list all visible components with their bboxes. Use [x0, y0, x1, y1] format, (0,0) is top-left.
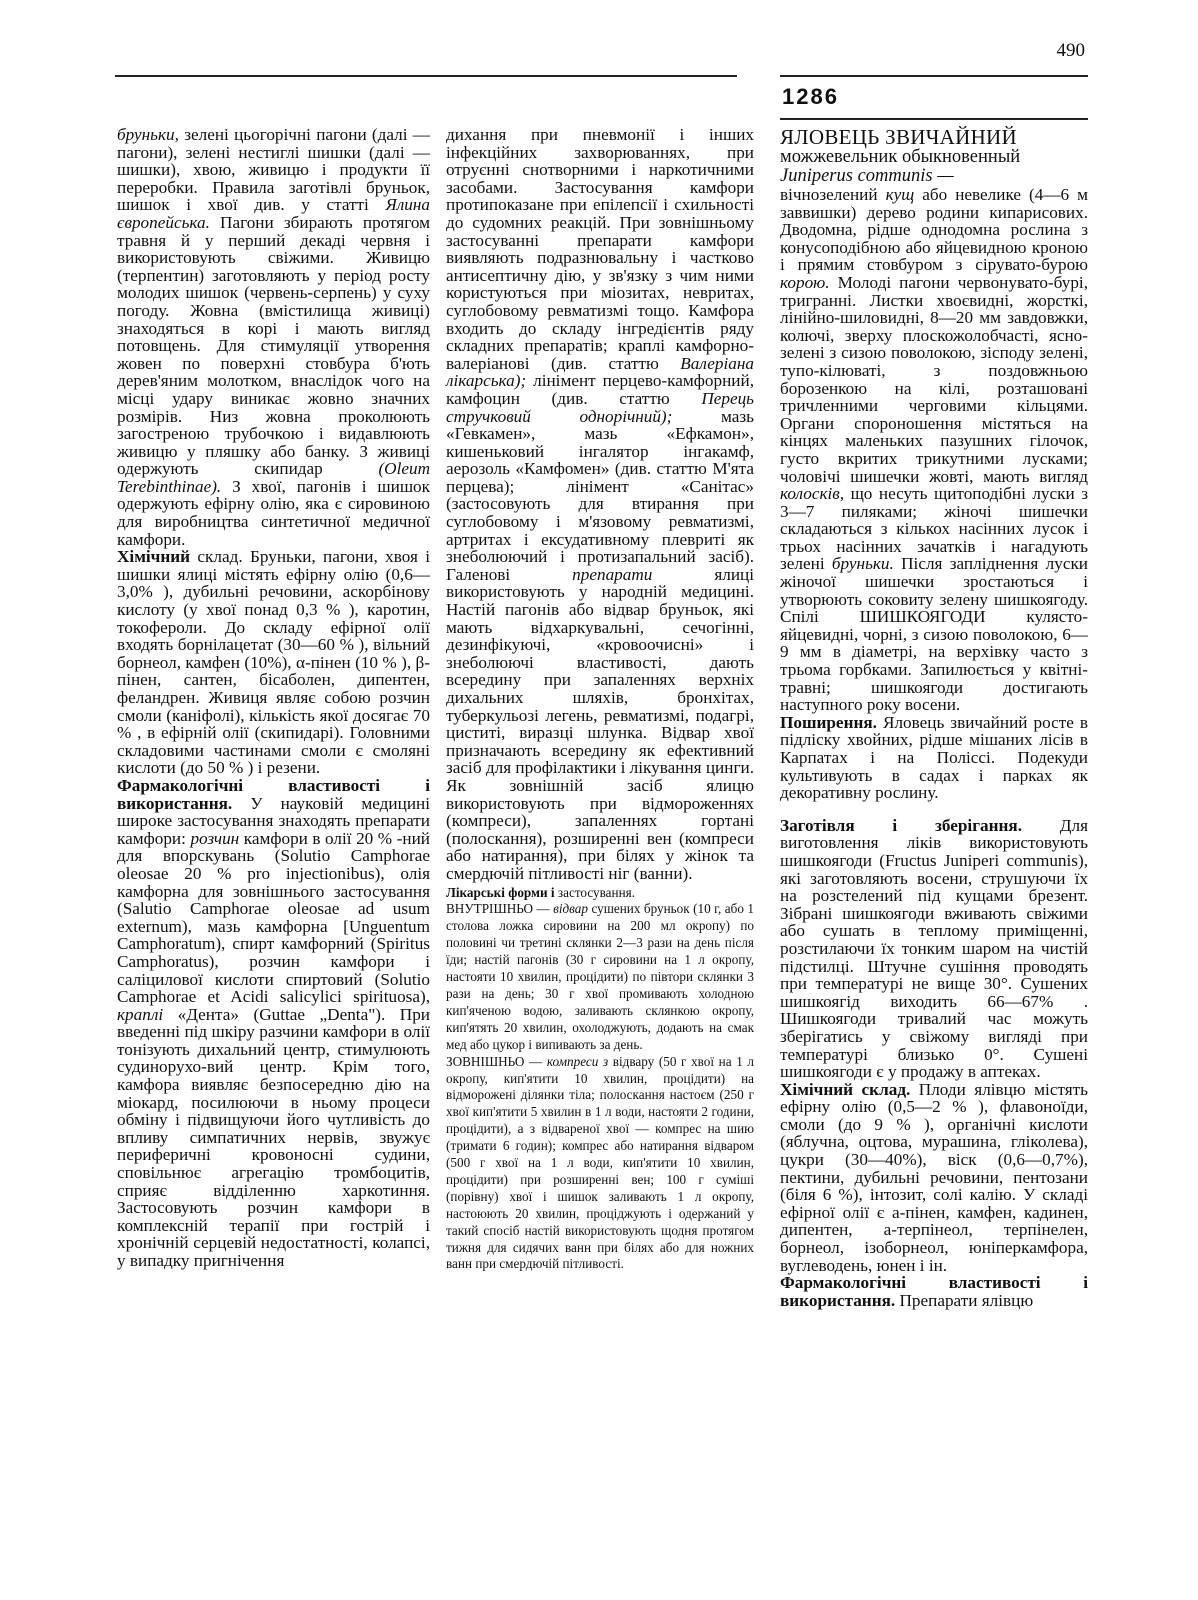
- section-heading: Лікарські форми і: [446, 884, 555, 900]
- paragraph: [117, 777, 430, 1270]
- column-3: [780, 126, 1088, 1309]
- paragraph: [446, 1054, 754, 1274]
- paragraph: [446, 126, 754, 883]
- text-italic: препарати: [572, 564, 653, 584]
- text: або невелике (4—6 м заввишки) дерево родини кипарисових. Дводомна, рідше однодомна рослина з конусоподібною або яйцевидною кроною і прямим стовбуром з сірувато-бурою: [780, 185, 1088, 275]
- text: відвару (50 г хвої на 1 л окропу, кип'ятити 10 хвилин, процідити) на відморожені ділянки тіла; полоскання настоєм (250 г хвої кип'ятити 5 хвилин в 1 л води, настояти 2 години, процідити), а з відвареної хвої — компрес на шию (тримати 6 годин); компрес або натирання відваром (500 г хвої на 1 л води, кип'ятити 10 хвилин, процідити) при розширенні вен; 100 г суміші (порівну) хвої і шишок заливають 1 л окропу, настоюють 20 хвилин, проціджують і одержаний у такий спосіб настій використовують щодня протягом тижня для сидячих ванн при білях або для ножних ванн при смердючій пітливості.: [446, 1053, 754, 1272]
- text: мазь «Гевкамен», мазь «Ефкамон», кишеньковий інгалятор інгакамф, аерозоль «Камфомен» (див. статтю М'ята перцева); лінімент «Санітас» (застосовують для втирання при суглобовому і м'язовому ревматизмі, артритах і ексудативному плевриті як знеболюючий і протизапальний засіб). Галенові: [446, 406, 755, 584]
- text: вічнозелений: [780, 185, 886, 204]
- text: У науковій медицині широке застосування знаходять препарати камфори:: [117, 793, 430, 848]
- paragraph: [780, 186, 1088, 714]
- section-heading: Заготівля і зберігання.: [780, 815, 1022, 835]
- paragraph: [780, 1081, 1088, 1275]
- paragraph: [446, 901, 754, 1053]
- text: Препарати ялівцю: [895, 1290, 1034, 1310]
- paragraph: [117, 126, 430, 548]
- text: лінімент перцево-камфорний, камфоцин (див. статтю: [446, 371, 754, 408]
- text: ялиці використовують у народній медицині. Настій пагонів або відвар бруньок, які мають відхаркувальні, сечогінні, дезинфікуючі, «кровоочисні» і знеболюючі властивості, дають всередину при запаленнях верхніх дихальних шляхів, бронхітах, туберкульозі легень, ревматизмі, подагрі, циститі, виразці шлунка. Відвар хвої призначають всередину як ефективний засіб для профілактики і лікування цинги. Як зовнішній засіб ялицю використовують при відмороженнях (компреси), запаленнях гортані (полоскання), розширенні вен (компреси або натирання), при білях у жінок та смердючій пітливості ніг (ванни).: [446, 564, 754, 883]
- paragraph: [780, 1274, 1088, 1309]
- text-italic: краплі: [117, 1004, 164, 1024]
- section-heading: Хімічний склад.: [780, 1079, 911, 1099]
- text: склад. Бруньки, пагони, хвоя і шишки ялиці містять ефірну олію (0,6—3,0% ), дубильні речовини, аскорбінову кислоту (у хвої понад 0,3 % ), каротин, токофероли. До складу ефірної олії входять борнілацетат (30—60 % ), вільний борнеол, камфен (10%), α-пінен (10 % ), β-пінен, сантен, бісаболен, дипентен, феландрен. Живиця являє собою розчин смоли (каніфолі), кількість якої досягає 70 % , в ефірній олії (скипидарі). Головними складовими частинами смоли є смоляні кислоти (до 50 % ) і резени.: [117, 547, 430, 778]
- paragraph: [117, 548, 430, 777]
- text: Яловець звичайний росте в підліску хвойних, рідше мішаних лісів в Карпатах і на Поліссі. Подекуди культивують в садах і парках як декоративну рослину.: [780, 712, 1088, 803]
- entry-title-latin: Juniperus communis —: [780, 166, 954, 186]
- paragraph: [780, 817, 1088, 1081]
- header-rule-right: [780, 75, 1088, 77]
- text-italic: корою.: [780, 272, 830, 292]
- text: ЗОВНІШНЬО —: [446, 1053, 547, 1069]
- text: дихання при пневмонії і інших інфекційних захворюваннях, при отруєнні снотворними і наркотичними засобами. Застосування камфори протипоказане при епілепсії і схильності до судомних реакцій. При зовнішньому застосуванні препарати камфори виявляють подразнювальну і частково антисептичну дію, у зв'язку з чим ними користуються при міозитах, невритах, суглобовому ревматизмі тощо. Камфора входить до складу інгредієнтів ряду складних препаратів; краплі камфорно-валеріанові (див. статтю: [446, 125, 754, 373]
- text: що несуть щитоподібні луски з 3—7 пиляками; жіночі шишечки складаються з кількох насінних лусок і трьох насінних зачатків і нагадують зелені: [780, 484, 1088, 574]
- section-heading: Хімічний: [117, 547, 191, 567]
- section-heading: Поширення.: [780, 712, 877, 732]
- text: Молоді пагони червонувато-бурі, тригранні. Листки хвоєвидні, жорсткі, лінійно-шиловидні, 8—20 мм завдовжки, колючі, зверху плоскожолобчасті, ясно-зелені з сизою поволокою, зісподу зелені, тупо-кілюваті, з поздовжньою борозенкою на кілі, розташовані тричленними черговими кільцями. Органи спороношення містяться на кінцях маленьких пазушних гілочок, густо вкритих трикутними лусками; чоловічі шишечки жовті, мають вигляд: [780, 272, 1088, 486]
- text: сушених бруньок (10 г, або 1 столова ложка сировини на 200 мл окропу) по половині чи третині склянки 2—3 рази на день після їди; настій пагонів (30 г сировини на 1 л окропу, настояти 10 хвилин, процідити) по півтори склянки 3 рази на день; 30 г хвої промивають холодною кип'яченою водою, заливають склянкою окропу, кип'ятять 20 хвилин, охолоджують, додають на смак мед або цукор і випивають за день.: [446, 901, 754, 1052]
- text-italic: (Oleum Terebinthinae).: [117, 459, 430, 496]
- text: ВНУТРІШНЬО —: [446, 901, 554, 917]
- text: Пагони збирають протягом травня й у перший декаді червня і використовують свіжими. Живицю (терпентин) заготовляють у період росту молодих шишок (червень-серпень) у суху погоду. Жовна (вмістилища живиці) знаходяться в корі і мають вигляд потовщень. Для стимуляції утворення жовен по поверхні стовбура б'ють дерев'яним молотком, внаслідок чого на місці удару виникає жовно значних розмірів. Низ жовна проколюють загостреною трубочкою і видавлюють живицю у пляшку або банку. З живиці одержують скипидар: [117, 212, 430, 479]
- text-italic: відвар: [553, 901, 588, 917]
- entry-title-russian: можжевельник обыкновенный: [780, 147, 1021, 167]
- text-italic: розчин: [190, 828, 240, 848]
- text: Після запліднення луски жіночої шишечки зростаються і утворюють соковиту зелену шишкоягоду. Спілі ШИШКОЯГОДИ кулясто-яйцевидні, чорні, з сизою поволокою, 6—9 мм в діаметрі, на верхівку часто з трьома горбками. Запилюється у квітні-травні; шишкоягоди достигають наступного року восени.: [780, 554, 1088, 715]
- text-italic: кущ: [885, 185, 915, 204]
- text: Плоди ялівцю містять ефірну олію (0,5—2 % ), флавоноїди, смоли (до 9 % ), органічні кислоти (яблучна, оцтова, мурашина, гліколева), цукри (30—40%), віск (0,6—0,7%), пектини, дубильні речовини, пентозани (біля 6 %), інтозит, солі калію. У складі ефірної олії є а-пінен, камфен, кадинен, дипентен, а-терпінеол, терпінелен, борнеол, ізоборнеол, юніперкамфора, вуглеводень, юнен і ін.: [780, 1079, 1088, 1275]
- text: З хвої, пагонів і шишок одержують ефірну олію, яка є сировиною для виробництва синтетичної медичної камфори.: [117, 476, 430, 549]
- column-2: [446, 126, 754, 1273]
- entry-number: 1286: [782, 84, 839, 109]
- entry-title: ЯЛОВЕЦЬ ЗВИЧАЙНИЙ: [780, 125, 1017, 149]
- section-heading: Фармакологічні властивості і використання.: [117, 775, 430, 813]
- text: зелені цьогорічні пагони (далі — пагони), зелені нестиглі шишки (далі — шишки), хвою, живицю і продукти її переробки. Правила заготівлі бруньок, шишок і хвої див. у статті: [117, 125, 430, 215]
- text-italic: бруньки,: [117, 125, 179, 144]
- page-number: 490: [1056, 40, 1085, 61]
- text-italic: компреси з: [546, 1053, 609, 1069]
- text: камфори в олії 20 % -ний для впорскувань (Solutio Camphorae oleosae 20 % pro injectionibus), олія камфорна для зовнішнього застосування (Salutio Camphorae oleosae ad usum externum), мазь камфорна [Unguentum Camphoratum), спирт камфорний (Spiritus Camphoratus), розчин камфори і саліцилової кислоти спиртовий (Solutio Camphorae et Acidi salicylici spirituosa),: [117, 828, 430, 1007]
- text: «Дента» (Guttae „Denta"). При введенні під шкіру разчини камфори в олії тонізують дихальний центр, стимулюють судинорухо-вий центр. Крім того, камфора виявляє безпосередню дію на міокард, посилюючи в ньому процеси обміну і підвищуючи його чутливість до впливу симпатичних нервів, звужує периферичні кровоносні судини, сповільнює агрегацію тромбоцитів, сприяє відділенню харкотиння. Застосовують розчин камфори в комплексній терапії при гострій і хронічній серцевій недостатності, колапсі, у випадку пригнічення: [117, 1004, 430, 1270]
- text-italic: колосків,: [780, 484, 845, 504]
- dosage-section: [446, 885, 754, 1274]
- header-rule-left: [115, 75, 737, 77]
- text-italic: бруньки.: [831, 554, 894, 574]
- text: Для виготовлення ліків використовують шишкоягоди (Fructus Juniperi communis), які заготовляють восени, струшуючи їх на розстелений під кущами брезент. Зібрані шишкоягоди вживають свіжими або сушать в теплому приміщенні, розстилаючи їх тонким шаром на чистій підстилці. Штучне сушіння проводять при температурі не вище 30°. Сушених шишкоягід виходить 66—67% . Шишкоягоди тривалий час можуть зберігатись у свіжому вигляді при температурі близько 0°. Сушені шишкоягоди є у продажу в аптеках.: [780, 815, 1088, 1082]
- text-italic: Перець стручковий однорічний);: [446, 388, 754, 426]
- column-1: [117, 126, 430, 1270]
- spacer: [780, 802, 1088, 817]
- paragraph: [446, 885, 754, 902]
- paragraph: [780, 714, 1088, 802]
- text-italic: Ялина європейська.: [117, 195, 430, 232]
- entry-rule: [780, 118, 1088, 120]
- text-italic: Валеріана лікарська);: [446, 353, 754, 391]
- section-heading: Фармакологічні властивості і використання.: [780, 1273, 1088, 1310]
- text: застосування.: [554, 884, 635, 900]
